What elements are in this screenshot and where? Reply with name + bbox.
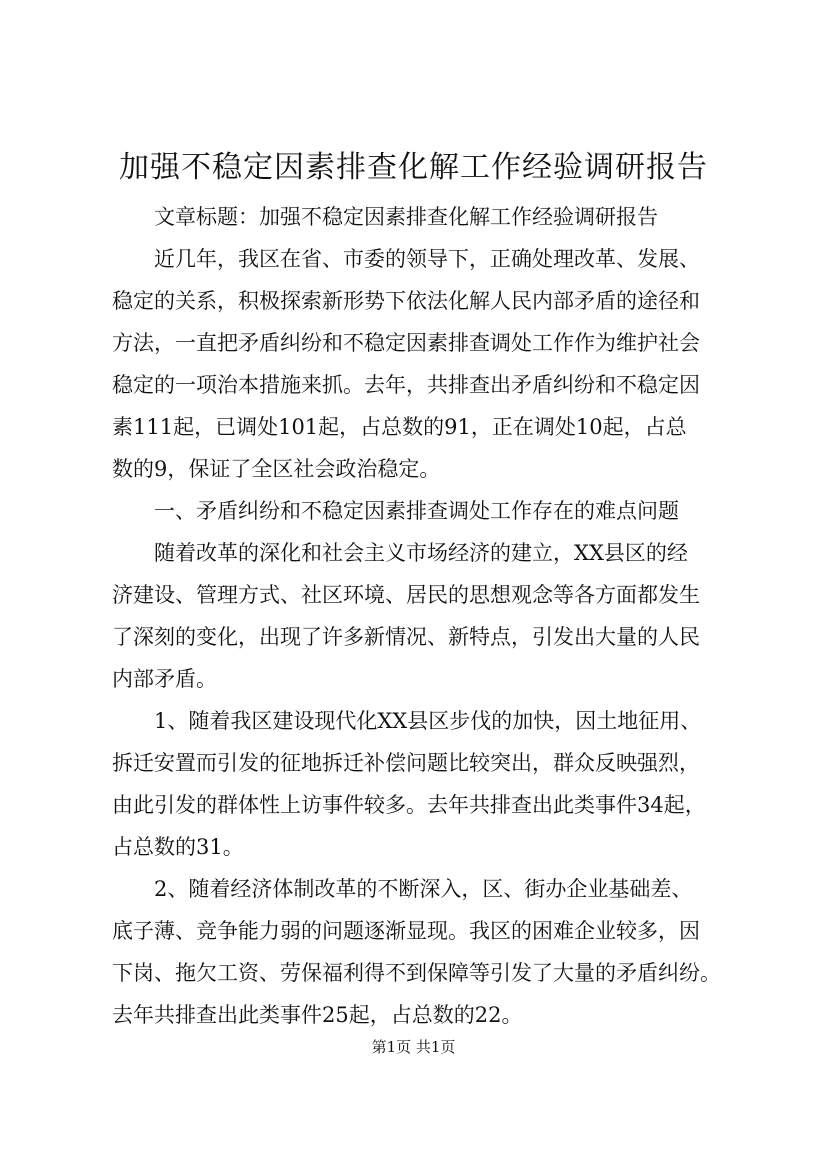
text-line: 稳定的一项治本措施来抓。去年，共排查出矛盾纠纷和不稳定因 [112,373,700,397]
text-line: 方法，一直把矛盾纠纷和不稳定因素排查调处工作作为维护社会 [112,331,700,355]
text-line: 随着改革的深化和社会主义市场经济的建立，XX县区的经 [154,541,688,565]
text-line: 占总数的31。 [112,835,244,859]
text-line: 素111起，已调处101起，占总数的91，正在调处10起，占总 [112,415,687,439]
text-line: 2、随着经济体制改革的不断深入，区、街办企业基础差、 [154,877,693,901]
text-line: 济建设、管理方式、社区环境、居民的思想观念等各方面都发生 [112,583,700,607]
text-line: 了深刻的变化，出现了许多新情况、新特点，引发出大量的人民 [112,625,700,649]
text-line: 由此引发的群体性上访事件较多。去年共排查出此类事件34起， [112,793,706,817]
document-title: 加强不稳定因素排查化解工作经验调研报告 [119,150,708,185]
page-footer: 第1页 共1页 [371,1038,456,1056]
text-line: 近几年，我区在省、市委的领导下，正确处理改革、发展、 [154,247,700,271]
text-line: 拆迁安置而引发的征地拆迁补偿问题比较突出，群众反映强烈， [112,751,700,775]
text-line: 文章标题：加强不稳定因素排查化解工作经验调研报告 [154,205,658,229]
document-body [112,196,732,1036]
text-line: 数的9，保证了全区社会政治稳定。 [112,457,441,481]
text-line: 稳定的关系，积极探索新形势下依法化解人民内部矛盾的途径和 [112,289,700,313]
text-line: 一、矛盾纠纷和不稳定因素排查调处工作存在的难点问题 [154,499,679,523]
text-line: 1、随着我区建设现代化XX县区步伐的加快，因土地征用、 [154,709,702,733]
text-line: 去年共排查出此类事件25起，占总数的22。 [112,1003,523,1027]
text-line: 下岗、拖欠工资、劳保福利得不到保障等引发了大量的矛盾纠纷。 [112,961,721,985]
text-line: 底子薄、竞争能力弱的问题逐渐显现。我区的困难企业较多，因 [112,919,700,943]
text-line: 内部矛盾。 [112,667,217,691]
